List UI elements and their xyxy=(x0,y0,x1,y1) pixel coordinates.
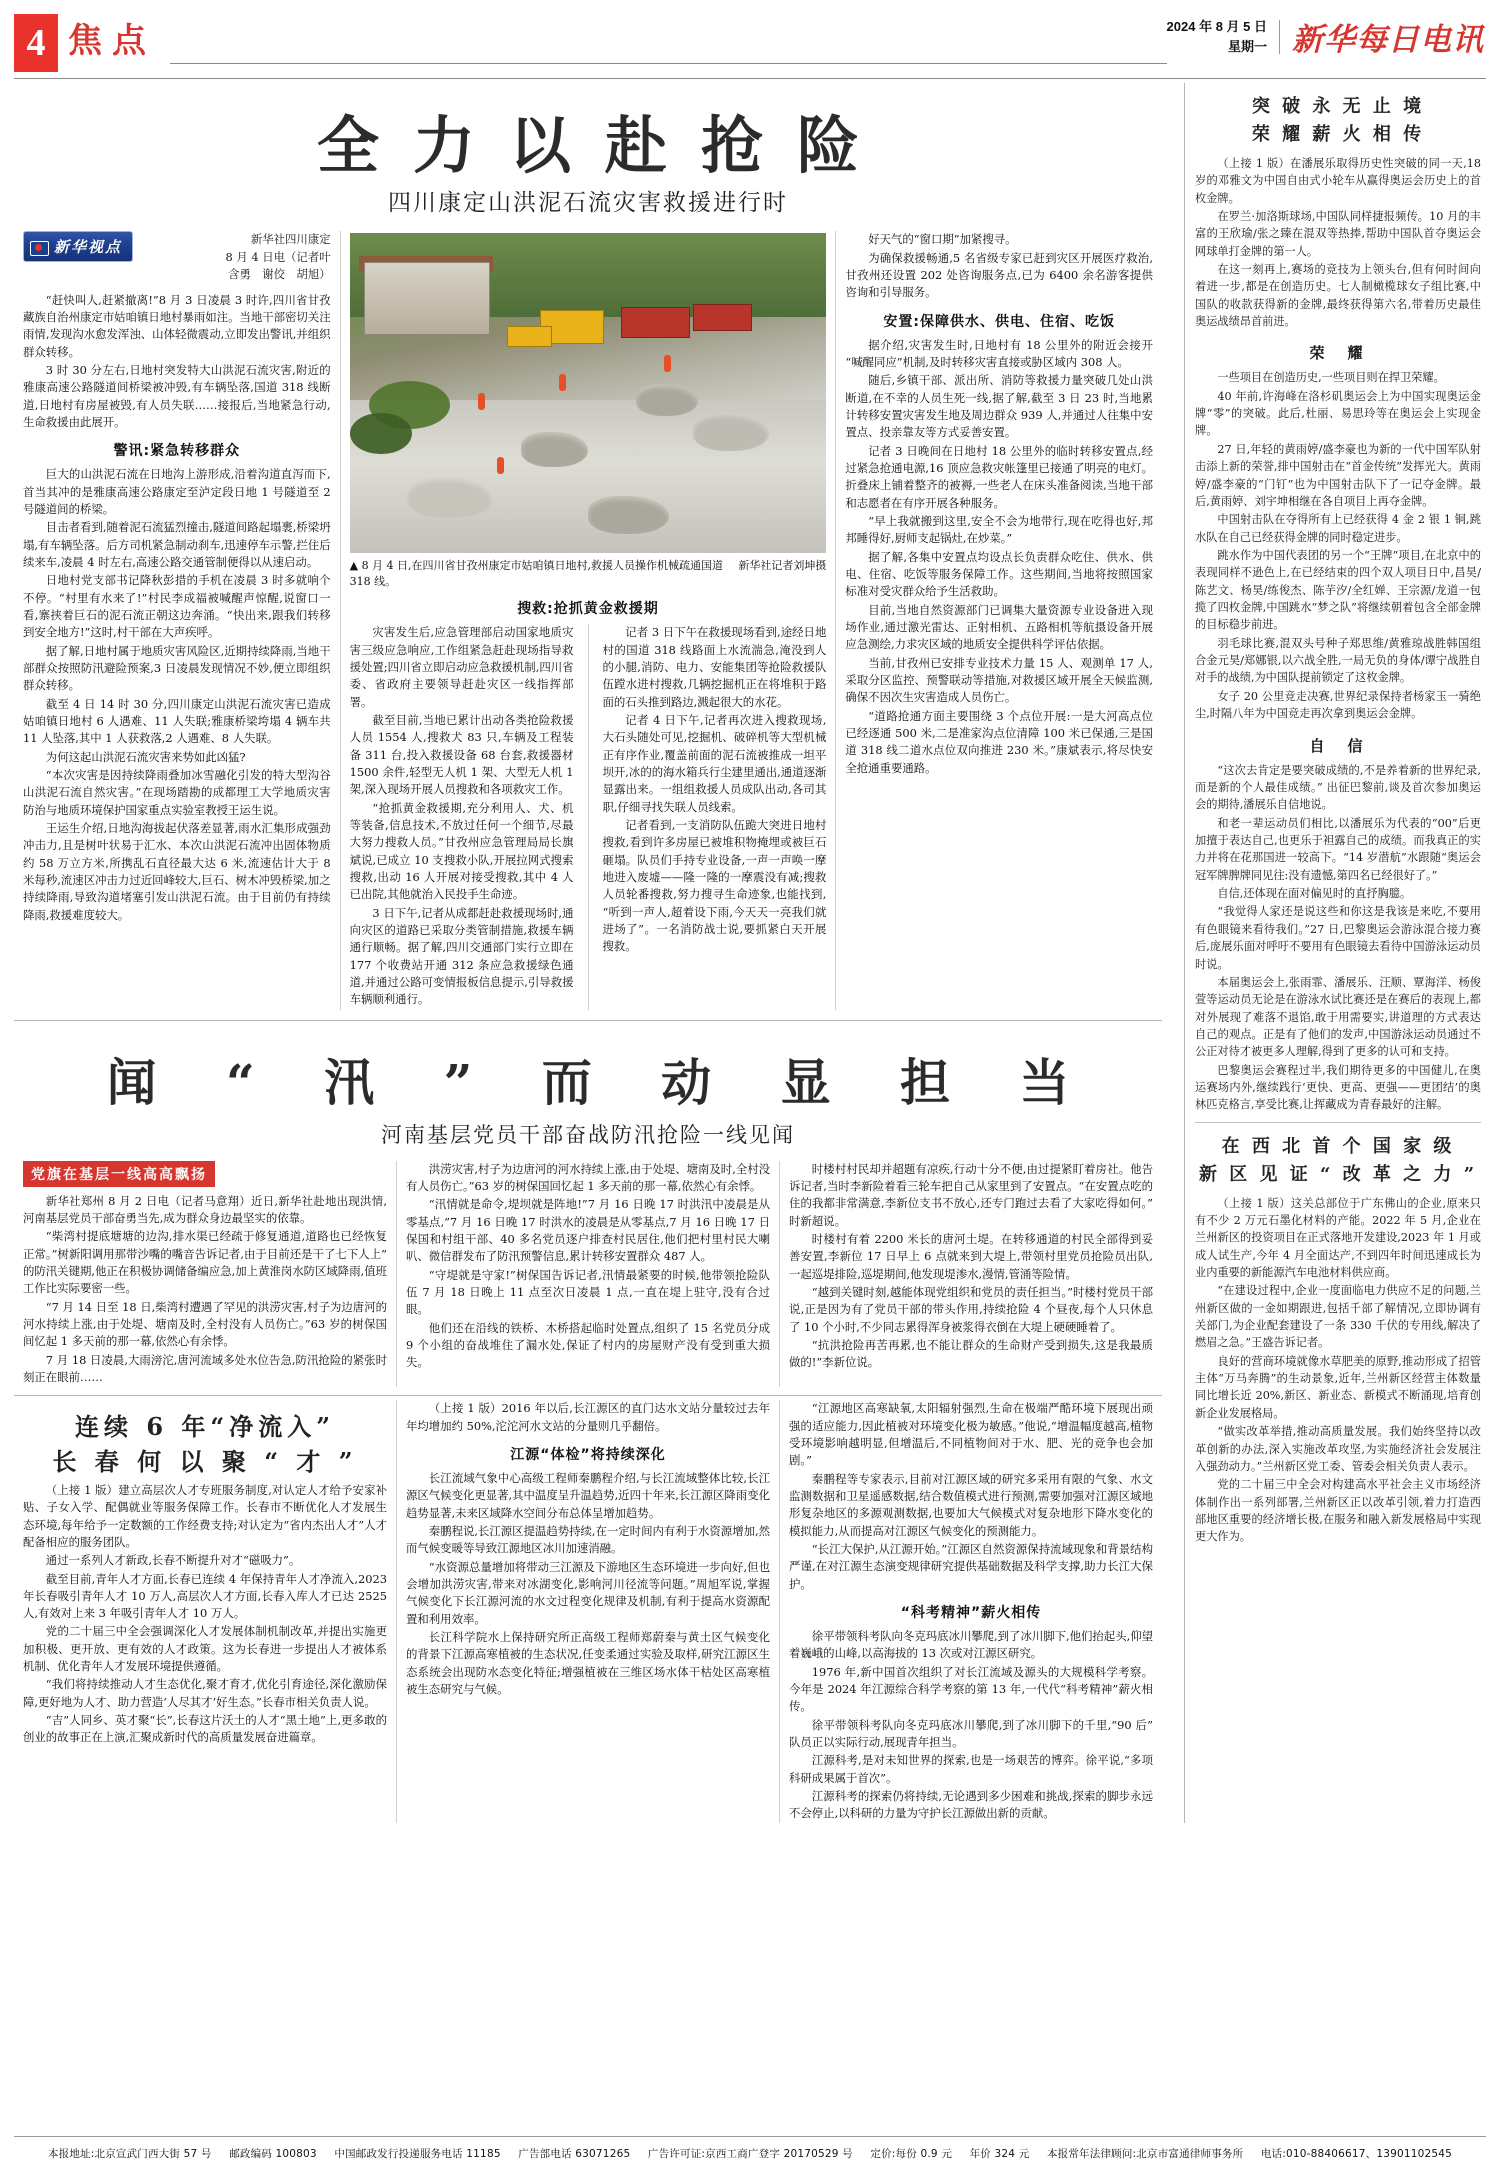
feature2-columns xyxy=(14,1161,1162,1388)
rail-bottom-title-line2: 新 区 见 证 “ 改 革 之 力 ” xyxy=(1198,1163,1478,1185)
feature1-lead: “赶快叫人,赶紧撤离!”8 月 3 日凌晨 3 时许,四川省甘孜藏族自治州康定市姑咱镇日地村暴雨如注。当地干部密切关注雨情,发现沟水愈发浑浊、山体轻微震动,立即发出警讯,并组织群众转移。 xyxy=(23,292,331,359)
para: 记者 3 日晚间在日地村 18 公里外的临时转移安置点,经过紧急抢通电源,16 顶应急救灾帐篷里已接通了明亮的电灯。折叠床上铺着整齐的被褥,一些老人在床头准备阅读,当地干部和志愿者在有序开展各种服务。 xyxy=(845,443,1153,510)
disaster-photo xyxy=(350,233,827,553)
para: 党的二十届三中全会强调深化人才发展体制机制改革,并提出实施更加积极、更开放、更有效的人才政策。这为长春进一步提出人才被体系机制、优化青年人才发展环境提供遵循。 xyxy=(23,1624,387,1674)
para: 羽毛球比赛,混双头号种子郑思维/黄雅琼战胜韩国组合金元昊/郑娜银,以六战全胜,一局无负的身体/谭宁战胜自对手的战绩,为中国队提前锁定了这枚金牌。 xyxy=(1195,636,1481,685)
feature2-title: 闻 “ 汛 ” 而 动 显 担 当 xyxy=(106,1052,1096,1112)
photo-truck xyxy=(621,307,690,338)
party-flag-badge[interactable]: 党旗在基层一线高高飘扬 xyxy=(23,1161,215,1187)
para: 截至目前,当地已累计出动各类抢险救援人员 1554 人,搜救犬 83 只,车辆及工程装备 311 台,投入救援设备 68 台套,救援器材 1500 余件,轻型无人机 1 架、大型无人机 1 架,深入现场开展人员搜救和各项救灾工作。 xyxy=(349,713,574,797)
para: 随后,乡镇干部、派出所、消防等救援力量突破几处山洪断道,在不幸的人员生死一线,据了解,截至 3 日 23 时,当地累计转移安置灾害发生地及周边群众 939 人,并通过人往集中安置点、投亲靠友等方式妥善安置。 xyxy=(845,373,1153,440)
bottom-title-line2: 长 春 何 以 聚 “ 才 ” xyxy=(52,1447,358,1477)
photo-rescuer xyxy=(478,393,485,410)
para: “守堤就是守家!”树保国告诉记者,汛情最紧要的时候,他带领抢险队伍 7 月 18 日晚上 11 点至次日凌晨 1 点,一直在堤上驻守,没有合过眼。 xyxy=(406,1267,770,1317)
photo-boulder xyxy=(588,496,669,534)
para: 中国射击队在夺得所有上已经获得 4 金 2 银 1 铜,跳水队在自己已经获得金牌的同时稳定进步。 xyxy=(1195,513,1481,544)
para: （上接 1 版）建立高层次人才专班服务制度,对认定人才给予安家补贴、子女入学、配偶就业等服务保障工作。长春市不断优化人才发展生态环境,每年给予一定数额的工作经费支持;对认定为“省内杰出人才”人才配备相应的服务团队。 xyxy=(23,1482,387,1549)
feature2-col-2 xyxy=(396,1161,779,1388)
feature1-lead2: 3 时 30 分左右,日地村突发特大山洪泥石流灾害,附近的雅康高速公路隧道间桥梁被冲毁,有车辆坠落,国道 318 线断道,日地村有房屋被毁,有人员失联……接报后,当地紧急行动,生命救援由此展开。 xyxy=(23,363,331,430)
para: 好天气的“窗口期”加紧搜寻。 xyxy=(868,232,1017,247)
feature1-subhead-1: 警讯:紧急转移群众 xyxy=(113,443,241,460)
rail-bottom-title-line1: 在 西 北 首 个 国 家 级 xyxy=(1221,1135,1455,1157)
photo-boulder xyxy=(693,413,769,451)
rail-title-line1: 突 破 永 无 止 境 xyxy=(1251,96,1425,117)
main-content xyxy=(14,83,1174,1823)
para: 目击者看到,随着泥石流猛烈撞击,隧道间路起塌裹,桥梁坍塌,有车辆坠落。后方司机紧急制动刹车,迅速停车示警,拦住后续来车,凌晨 4 时左右,高速公路交通管制便得以从速启动。 xyxy=(23,520,331,570)
bottom-col-2 xyxy=(396,1400,779,1823)
para: 记者看到,一支消防队伍跪大突进日地村搜救,看到许多房屋已被堆积物掩埋或被巨石砸塌。队员们手持专业设备,一声一声唤一摩地进入废墟——隆一隆的一摩震没有减;搜救人员轮番搜救,努力搜寻生命迹象,也能找到,“听到一声人,超着设下雨,今天天一亮我们就进场了”。一名消防战士说,要抓紧白天开展搜救。 xyxy=(602,818,827,954)
rail-title-olympics xyxy=(1195,93,1481,149)
footer-item: 年价 324 元 xyxy=(969,2148,1030,2160)
para: 跳水作为中国代表团的另一个“王牌”项目,在北京中的表现同样不逊色上,在已经结束的四个双人项目日中,昌昊/陈艺文、杨昊/练俊杰、陈芋汐/全红婵、王宗源/龙道一包揽了四枚金牌,中国跳水“梦之队”将继续朝着包含全部金牌的目标稳步前进。 xyxy=(1195,548,1481,632)
para: 目前,当地自然资源部门已调集大量资源专业设备进入现场作业,通过激光雷达、正射相机、五路相机等航摄设备开展应急测绘,力求灾区域的地质安全提供科学评估依据。 xyxy=(845,602,1153,652)
para: 自信,还体现在面对偏见时的直抒胸臆。 xyxy=(1217,887,1412,901)
bottom-title-line1: 连续 6 年“净流入” xyxy=(74,1412,336,1442)
rail-subhead-zixin: 自 信 xyxy=(1309,736,1367,755)
para: 据了解,日地村属于地质灾害风险区,近期持续降雨,当地干部群众按照防汛避险预案,3 日凌晨发现情况不妙,便立即组织群众转移。 xyxy=(23,643,331,693)
para: 他们还在沿线的铁桥、木桥搭起临时处置点,组织了 15 名党员分成 9 个小组的奋战堆住了漏水处,保证了村内的房屋财产没有受到重大损失。 xyxy=(406,1320,770,1370)
footer-item: 广告部电话 63071265 xyxy=(518,2148,631,2160)
bottom-col-1 xyxy=(14,1400,396,1823)
photo-caption xyxy=(350,557,827,589)
feature2-subtitle: 河南基层党员干部奋战防汛抢险一线见闻 xyxy=(381,1122,795,1147)
feature2-col-1 xyxy=(14,1161,396,1388)
bottom-col-3 xyxy=(779,1400,1162,1823)
para: “道路抢通方面主要围绕 3 个点位开展:一是大河高点位已经逐通 500 米,二是准家沟点位清障 100 米已保通,三是国道 318 线二道水点位双向推进 230 米。”康斌表示,将尽快安全抢通重要通路。 xyxy=(845,708,1153,775)
footer-item: 中国邮政发行投递服务电话 11185 xyxy=(334,2148,501,2160)
rail-title-line2: 荣 耀 薪 火 相 传 xyxy=(1251,123,1425,145)
footer-item: 本报地址:北京宣武门西大街 57 号 xyxy=(47,2148,212,2160)
photo-rescuer xyxy=(497,457,504,474)
header-divider xyxy=(14,78,1486,79)
bottom-columns xyxy=(14,1400,1162,1823)
para: 巴黎奥运会赛程过半,我们期待更多的中国健儿,在奥运赛场内外,继续践行‘更快、更高、更强——更团结’的奥林匹克格言,享受比赛,让挥藏成为青春最好的注解。 xyxy=(1195,1063,1481,1112)
bottom-subhead-jiangyuan: 江源“体检”将持续深化 xyxy=(510,1446,666,1463)
photo-excavator xyxy=(507,326,552,347)
para: 巨大的山洪泥石流在日地沟上游形成,沿着沟道直泻而下,首当其冲的是雅康高速公路康定至泸定段日地 1 号隧道至 2 号隧道间的桥梁。 xyxy=(23,467,331,517)
photo-rescuer xyxy=(664,355,671,372)
para: 为何这起山洪泥石流灾害来势如此凶猛? xyxy=(45,749,246,764)
photo-foliage xyxy=(350,413,412,455)
para: （上接 1 版）2016 年以后,长江源区的直门达水文站分量较过去年年均增加约 50%,沱沱河水文站的分量则几乎翻倍。 xyxy=(406,1401,770,1433)
rail-divider xyxy=(1195,1122,1481,1123)
feature1-subtitle: 四川康定山洪泥石流灾害救援进行时 xyxy=(388,190,788,217)
para: “水资源总量增加将带动三江源及下游地区生态环境进一步向好,但也会增加洪涝灾害,带来对冰湖变化,影响河川径流等问题。”周旭军说,掌握气候变化下长江源河流的水文过程变化规律及机制,有利于提高水资源配置和利用效率。 xyxy=(406,1559,770,1626)
para: 时楼村有着 2200 米长的唐河土堤。在转移通道的村民全部得到妥善安置,李新位 17 日早上 6 点就来到大堤上,带领村里党员抢险员出队,一起巡堤排险,巡堤期间,他发现堤渗水,漫情,管涌等险情。 xyxy=(789,1231,1153,1281)
para: “我们将持续推动人才生态优化,聚才育才,优化引育途径,深化激励保障,更好地为人才、助力营造‘人尽其才’好生态。”长春市相关负责人说。 xyxy=(23,1677,387,1709)
feature1-col-2 xyxy=(340,231,836,1009)
para: 秦鹏程说,长江源区提温趋势持续,在一定时间内有利于水资源增加,然而气候变暖等导致江源地区冰川加速消融。 xyxy=(406,1523,770,1556)
xinhua-viewpoint-badge[interactable]: 新华视点 xyxy=(23,231,133,262)
para: “越到关键时刻,越能体现党组织和党员的责任担当。”时楼村党员干部说,正是因为有了党员干部的带头作用,持续抢险 4 个昼夜,每个人只休息了 10 个小时,不少同志累得浑身被浆得衣倒在大堤上硬硬睡着了。 xyxy=(789,1284,1153,1334)
masthead-rule xyxy=(170,63,1167,64)
camera-icon xyxy=(30,241,49,256)
main-rail-divider xyxy=(1184,83,1185,1823)
bottom-subhead-kekao: “科考精神”薪火相传 xyxy=(900,1604,1042,1621)
caption-text: ▲ 8 月 4 日,在四川省甘孜州康定市姑咱镇日地村,救援人员操作机械疏通国道 318 线。 xyxy=(349,559,724,589)
footer-item: 电话:010-88406617、13901102545 xyxy=(1260,2148,1453,2160)
feature1-title: 全力以赴抢险 xyxy=(316,109,893,182)
para: 女子 20 公里竞走决赛,世界纪录保持者杨家玉一骑绝尘,时隔八年为中国竞走再次拿到奥运会金牌。 xyxy=(1195,689,1481,721)
feature1-byline xyxy=(226,231,331,282)
para: （上接 1 版）这关总部位于广东佛山的企业,原来只有不少 2 万元石墨化材料的产能。2022 年 5 月,企业在兰州新区的投资项目在正式落地开发建设,2023 年 1 月或成人试生产,今年 4 月全面达产,不到四年时间迅速成长为业内重要的新能源汽车电池材料供应商。 xyxy=(1195,1196,1481,1279)
para: “本次灾害是因持续降雨叠加冰雪融化引发的特大型沟谷山洪泥石流自然灾害。”在现场踏勘的成都理工大学地质灾害防治与地质环境保护国家重点实验室教授王运生说。 xyxy=(23,767,331,817)
para: 江源科考的探索仍将持续,无论遇到多少困难和挑战,探索的脚步永远不会停止,以科研的力量为守护长江源做出新的贡献。 xyxy=(789,1788,1153,1821)
page-footer xyxy=(14,2136,1486,2161)
para: 秦鹏程等专家表示,目前对江源区域的研究多采用有限的气象、水文监测数据和卫星遥感数据,结合数值模式进行预测,需要加强对江源区域地形复杂地区的多源观测数据,也要加大气候模式对复杂地形下降水变化的模拟能力,从而提高对江源区气候变化的预测能力。 xyxy=(789,1471,1153,1538)
para: 截至目前,青年人才方面,长春已连续 4 年保持青年人才净流入,2023 年长春吸引青年人才 10 万人,高层次人才方面,长春入库人才已达 2525 人,有效对上来 3 年吸引青年人才 10 万人。 xyxy=(23,1571,387,1621)
feature1-col2a xyxy=(350,624,574,1009)
para: “抗洪抢险再苦再累,也不能让群众的生命财产受到损失,这是我最质做的!”李新位说。 xyxy=(789,1337,1153,1370)
feature1-col2-split xyxy=(350,624,827,1009)
para: 党的二十届三中全会对构建高水平社会主义市场经济体制作出一系列部署,兰州新区正以改革引领,着力打造西部地区重要的经济增长极,在服务和融入新发展格局中实现更大作为。 xyxy=(1195,1478,1481,1544)
masthead-right xyxy=(1167,14,1486,59)
para: 当前,甘孜州已安排专业技术力量 15 人、观测单 17 人,采取分区监控、预警联动等措施,对救援区域开展全天候监测,确保不因次生灾害造成人员伤亡。 xyxy=(845,655,1153,705)
feature1-subhead-2: 搜救:抢抓黄金救援期 xyxy=(517,601,659,618)
section-title: 焦点 xyxy=(68,21,156,61)
para: “在建设过程中,企业一度面临电力供应不足的问题,兰州新区做的一金如期跟进,包括千部了解情况,立即协调有关部门,为企业配套建设了一条 330 千伏的专用线,解决了燃眉之急。”王盛告诉记者。 xyxy=(1195,1284,1481,1350)
byline-line-2: 8 月 4 日电（记者叶 xyxy=(225,249,331,264)
para: 在这一刻再上,赛场的竞技为上领头台,但有何时间向着进一步,都是在创造历史。七人制橄榄球女子组比赛,中国队的收款获得新的金牌,最终获得第六名,带着历史最佳奥运战绩昂首前进。 xyxy=(1195,262,1481,329)
para: 据介绍,灾害发生时,日地村有 18 公里外的附近会接开“喊醒同应”机制,及时转移灾害直接或胁区域内 308 人。 xyxy=(845,337,1153,370)
date-line: 2024 年 8 月 5 日 xyxy=(1166,19,1267,34)
photo-rescuer xyxy=(559,374,566,391)
para: “做实改革举措,推动高质量发展。我们始终坚持以改革创新的办法,深入实施改革攻坚,为实施经济社会发展注入强劲动力。”兰州新区党工委、管委会相关负责人表示。 xyxy=(1195,1425,1481,1473)
photo-boulder xyxy=(521,432,588,467)
photo-truck xyxy=(693,304,752,332)
feature2-col-3 xyxy=(779,1161,1162,1388)
masthead-date xyxy=(1167,17,1267,56)
para: 日地村党支部书记降秋彭措的手机在凌晨 3 时多就响个不停。“村里有水来了!”村民李成福被喊醒声惊醒,说窗口一看,寨挟着巨石的泥石流正朝这边奔涌。“快出来,跟我们转移到安全地方!”这时,村干部在大声疾呼。 xyxy=(23,573,331,640)
para: “这次去肯定是要突破成绩的,不是养着新的世界纪录,而是新的个人最佳成绩。” 出征巴黎前,谈及首次参加奥运会的期待,潘展乐自信地说。 xyxy=(1195,763,1481,812)
para: （上接 1 版）在潘展乐取得历史性突破的同一天,18 岁的邓雅文为中国自由式小轮车从赢得奥运会历史上的首枚金牌。 xyxy=(1195,156,1481,205)
feature1-col-1 xyxy=(14,231,340,1009)
para: 洪涝灾害,村子为边唐河的河水持续上涨,由于处堤、塘南及时,全村没有人员伤亡。”63 岁的树保国回忆起 1 多天前的那一幕,依然心有余悸。 xyxy=(406,1161,770,1193)
para: “我觉得人家还是说这些和你这是我该是来吃,不要用有色眼镜来看待我们。”27 日,巴黎奥运会游泳混合接力赛后,庞展乐面对呼吁不要用有色眼镜去看待中国游泳运动员时说。 xyxy=(1195,905,1481,971)
para: “汛情就是命令,堤坝就是阵地!”7 月 16 日晚 17 时洪汛中凌晨是从零基点,”7 月 16 日晚 17 时洪水的凌晨是从零基点,7 月 16 日晚 17 日保国和村组干部、40 多名党员逐户排查村民居住,他们把村里村民大喇叭、微信群发布了防汛预警信息,累计转移安置群众 487 人。 xyxy=(406,1197,770,1264)
para: 徐平带领科考队向冬克玛底冰川攀爬,到了冰川脚下,他们抬起头,仰望着巍峨的山峰,以高海拔的 13 次或对江源区研究。 xyxy=(789,1628,1153,1661)
para: 良好的营商环境就像水草肥美的原野,推动形成了招管主体“万马奔腾”的生动景象,近年,兰州新区经营主体数量同比增长近 20%,新区、新业态、新模式不断涌现,培育创新企业发展格局。 xyxy=(1195,1354,1481,1420)
para: 灾害发生后,应急管理部启动国家地质灾害三级应急响应,工作组紧急赶赴现场指导救援处置;四川省立即启动应急救援机制,四川省委、省政府主要领导赶赴灾区一线指挥部署。 xyxy=(349,625,574,709)
para: “江源地区高寒缺氧,太阳辐射强烈,生命在极端严酷环境下展现出顽强的适应能力,因此植被对环境变化极为敏感。”他说,“增温幅度越高,植物受环境影响越明显,但增温后,不同植物间对于水、肥、光的竞争也会加剧。” xyxy=(789,1401,1153,1468)
feature1-col-3 xyxy=(835,231,1162,1009)
para: “抢抓黄金救援期,充分利用人、犬、机 等装备,信息技术,不放过任何一个细节,尽最大努力搜救人员。”甘孜州应急管理局局长旗斌说,已成立 10 支搜救小队,开展拉网式搜索搜救,出动 16 人开展对接受搜救,其中 4 人已出院,其他就治入民投手生命迹。 xyxy=(349,800,574,902)
para: 1976 年,新中国首次组织了对长江流域及源头的大规模科学考察。今年是 2024 年江源综合科学考察的第 13 年,一代代“科考精神”薪火相传。 xyxy=(789,1664,1153,1714)
para: 长江科学院水上保持研究所正高级工程师郑蔚秦与黄土区气候变化的背景下江源高寒植被的生态状况,任变柔通过实验及取样,研究江源区生态系统会出现防水态变化特征;增强植被在三维区场水体干枯处区高寒植被生态研究与气候。 xyxy=(406,1629,770,1696)
byline-line-3: 含勇 谢佼 胡旭） xyxy=(228,266,331,281)
para: “柴湾村提底塘塘的边沟,排水渠已经疏于修复通道,道路也已经恢复正常。”树新阳调用那带沙嘴的嘴音告诉记者,由于目前还是干了七下人上”的防汛关键期,他正在积极协调储备编应急,加上黄淮岗水防区域降雨,值班工作比实际要密一些。 xyxy=(23,1229,387,1296)
masthead-left xyxy=(14,14,1167,72)
photo-house xyxy=(364,262,490,334)
para: 40 年前,许海峰在洛杉矶奥运会上为中国实现奥运金牌“零”的突破。此后,杜丽、易思玲等在奥运会上实现金牌。 xyxy=(1195,389,1481,438)
para: 据了解,各集中安置点均设点长负责群众吃住、供水、供电、住宿、吃饭等服务保障工作。这些期间,当地将按照国家标准对受灾群众给予生活救助。 xyxy=(845,549,1153,599)
para: 通过一系列人才新政,长春不断提升对才“磁吸力”。 xyxy=(45,1553,301,1568)
byline-line-1: 新华社四川康定 xyxy=(250,232,331,247)
para: 和老一辈运动员们相比,以潘展乐为代表的“00”后更加擅于表达自己,也更乐于袒露自己的成绩。而我真正的实力并将在花那国进一较高下。“14 岁潜航”水跟随“奥运会冠军牌脾牌同见往:没有遗憾,第四名已经很好了。” xyxy=(1195,816,1481,882)
para: 在罗兰·加洛斯球场,中国队同样捷报频传。10 月的丰富的王欣瑜/张之臻在混双等热捧,帮助中国队首夺奥运会网球单打金牌的第一人。 xyxy=(1195,209,1481,258)
masthead xyxy=(14,0,1486,72)
bottom-divider xyxy=(14,1395,1162,1396)
para: 江源科考,是对未知世界的探索,也是一场艰苦的博弈。徐平说,“多项科研成果属于首次”。 xyxy=(789,1753,1153,1785)
para: “早上我就搬到这里,安全不会为地带行,现在吃得也好,邦邦睡得好,厨师支起锅灶,在炒菜。” xyxy=(845,514,1153,546)
para: 记者 4 日下午,记者再次进入搜救现场,大石头随处可见,挖掘机、破碎机等大型机械正有序作业,覆盖前面的泥石流被推成一坦平坝开,冰的的海水箱兵行尘建里通出,通道逐渐显露出来。一组组救援人员成队出动,各司其职,仔细寻找失联人员线索。 xyxy=(602,713,827,814)
feature1-columns xyxy=(14,231,1162,1009)
feature1-photo-wrap xyxy=(350,233,827,589)
para: 长江流域气象中心高级工程师秦鹏程介绍,与长江流域整体比较,长江源区气候变化更显著,其中温度呈升温趋势,近四十年来,长江源区降雨变化趋势显著,未来区域降水空间分布总体呈增加趋势。 xyxy=(406,1470,770,1520)
weekday-line: 星期一 xyxy=(1227,38,1267,54)
feature1-col2b xyxy=(588,624,827,1009)
para: 为确保救援畅通,5 名省级专家已赶到灾区开展医疗救治,甘孜州还设置 202 处咨询服务点,已为 6400 余名游客提供咨询和引导服务。 xyxy=(845,250,1153,300)
masthead-divider xyxy=(1279,20,1280,54)
para: 本届奥运会上,张雨霏、潘展乐、汪顺、覃海洋、杨俊萱等运动员无论是在游泳水试比赛还是在赛后的表现上,都对外展现了难落不退馅,敢于用需要实,讲道理的方式表达自己的观点。正是有了他们的发声,中国游泳运动员通过不公正对待才被更多人理解,得到了更多的认可和支持。 xyxy=(1195,975,1481,1059)
para: 一些项目在创造历史,一些项目则在捍卫荣耀。 xyxy=(1217,371,1445,385)
page-body xyxy=(14,83,1486,1823)
para: 徐平带领科考队向冬克玛底冰川攀爬,到了冰川脚下的千里,“90 后”队员正以实际行动,展现青年担当。 xyxy=(789,1717,1153,1749)
footer-item: 本报常年法律顾问:北京市富通律师事务所 xyxy=(1046,2148,1244,2160)
footer-item: 邮政编码 100803 xyxy=(229,2148,317,2160)
para: “7 月 14 日至 18 日,柴湾村遭遇了罕见的洪涝灾害,村子为边唐河的河水持续上涨,由于处堤、塘南及时,全村没有人员伤亡。”63 岁的树保国间忆起 1 多天前的那一幕,依然心有余悸。 xyxy=(23,1299,387,1349)
para: 7 月 18 日凌晨,大雨滂沱,唐河流域多处水位告急,防汛抢险的紧张时刻正在眼前…… xyxy=(23,1352,387,1384)
rail-title-lanzhou xyxy=(1195,1133,1481,1189)
paper-logo: 新华每日电讯 xyxy=(1292,22,1484,58)
feature1-subhead-3: 安置:保障供水、供电、住宿、吃饭 xyxy=(883,313,1115,330)
para: 截至 4 日 14 时 30 分,四川康定山洪泥石流灾害已造成姑咱镇日地村 6 人遇难、11 人失联;雅康桥梁垮塌 4 辆车共 11 人坠落,其中 1 人获救落,2 人遇难、8 人失联。 xyxy=(23,696,331,746)
para: 新华社郑州 8 月 2 日电（记者马意翔）近日,新华社赴地出现洪情,河南基层党员干部奋勇当先,成为群众身边最坚实的依靠。 xyxy=(23,1193,387,1225)
page-number: 4 xyxy=(14,14,58,72)
photo-boulder xyxy=(407,477,493,519)
feature2-divider xyxy=(14,1020,1162,1021)
para: 记者 3 日下午在救援现场看到,途经日地村的国道 318 线路面上水流湍急,淹没到人的小腿,消防、电力、安能集团等抢险救援队伍蹚水进村搜救,几辆挖掘机正在将堆积于路面的石头推到路边,溅起很大的水花。 xyxy=(602,625,827,709)
right-rail xyxy=(1195,83,1481,1823)
bottom-title-changchun xyxy=(23,1410,387,1480)
para: “长江大保护,从江源开始。”江源区自然资源保持流域现象和背景结构严谨,在对江源生态演变规律研究提供基础数据及科学支撑,助力长江大保护。 xyxy=(789,1541,1153,1591)
para: 时楼村村民却并超题有凉疾,行动十分不便,由过提紧盯着房社。他告诉记者,当时李新险着看三轮车把自己从家里到了安置点。“在安置点吃的住的我都非常满意,李新位支书不放心,还专门跑过去看了大家吃得如何。”时新超说。 xyxy=(789,1161,1153,1228)
para: 3 日下午,记者从成都赶赴救援现场时,通向灾区的道路已采取分类管制措施,救援车辆通行顺畅。据了解,四川交通部门实行立即在 177 个收费站开通 312 条应急救援绿色通道,并通过公路可变情报板信息提示,引导救援车辆顺利通行。 xyxy=(349,905,574,1007)
footer-item: 广告许可证:京西工商广登字 20170529 号 xyxy=(647,2148,853,2160)
para: “吉”人同乡、英才聚“长”,长春这片沃土的人才“黑土地”上,更多敢的创业的故事正在上演,汇聚成新时代的高质量发展奋进篇章。 xyxy=(23,1713,387,1745)
para: 王运生介绍,日地沟海拔起伏落差显著,雨水汇集形成强劲冲击力,且是树叶状易于汇水、本次山洪泥石流冲出固体物质约 58 万立方米,所携乱石直径最大达 6 米,流速估计大于 8 米每秒,流速区冲击力过近回峰较大,巨石、树木冲毁桥梁,加之持续降雨,导致沟道堵塞引发山洪泥石流。由于目前仍有持续降雨,救援难度较大。 xyxy=(23,820,331,922)
para: 27 日,年轻的黄雨婷/盛李豪也为新的一代中国军队射击添上新的荣誉,排中国射击在“首金传统”发挥光大。黄雨婷/盛李豪的“门钉”也为中国射击队下了一记夺金牌。最后,黄雨婷、刘宇坤相继在各自项目上再夺金牌。 xyxy=(1195,442,1481,508)
photo-credit: 新华社记者刘坤摄 xyxy=(738,559,827,573)
footer-item: 定价:每份 0.9 元 xyxy=(870,2148,953,2160)
rail-subhead-rongyao: 荣 耀 xyxy=(1309,344,1367,363)
photo-boulder xyxy=(636,384,698,416)
